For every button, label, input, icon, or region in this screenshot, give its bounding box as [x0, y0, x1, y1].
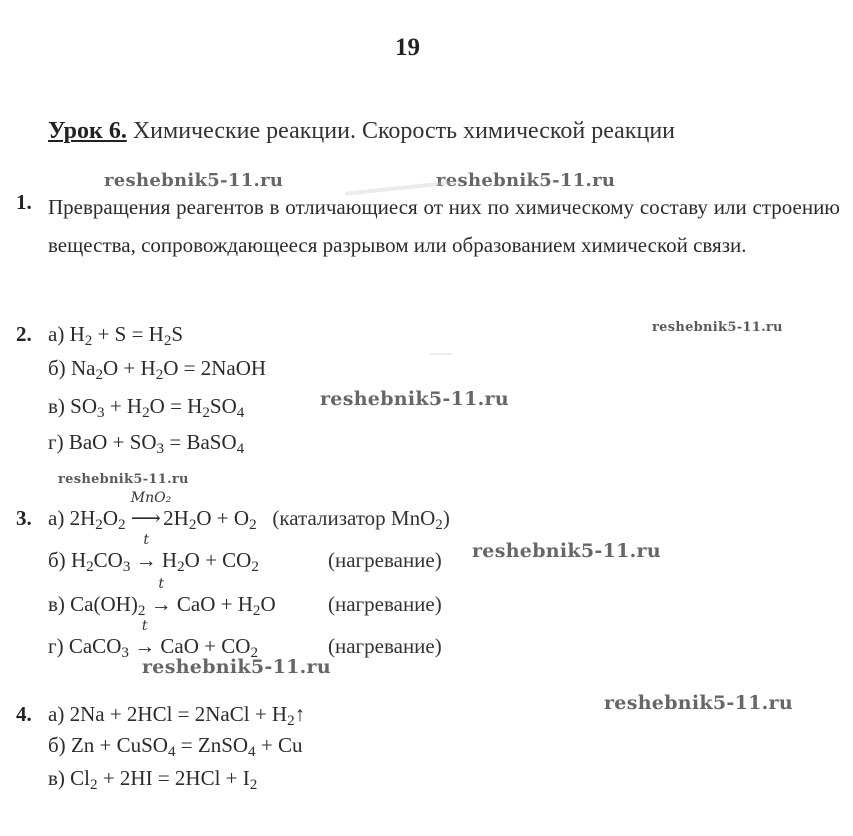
q3-equation-b: б) $H_2CO_3$ t → $H_2O + CO_2$ — [48, 532, 259, 575]
watermark: reshebnik5-11.ru — [436, 170, 616, 191]
reaction-condition: (нагревание) — [328, 548, 442, 572]
page-number: 19 — [395, 34, 420, 61]
scan-smudge — [430, 353, 452, 355]
q3-equation-a: а) $2H_2O_2$ MnO₂ ⟶ $2H_2O + O_2$ (катализатор MnO$_2$) — [48, 490, 450, 533]
q4-equation-c: в) $Cl_2 + 2HI = 2HCl + I_2$ — [48, 766, 258, 793]
question-1-answer: Превращения реагентов в отличающиеся от них по химическому составу или строению вещества, сопровождающееся разрывом или образованием химической связи. — [48, 195, 840, 257]
question-1-number: 1. — [16, 190, 32, 214]
watermark: reshebnik5-11.ru — [58, 472, 189, 487]
q3-equation-c: в) $Ca(OH)_2$ t → CaO + $H_2O$ — [48, 576, 276, 619]
q2-equation-a: а) $H_2 + S = H_2S$ — [48, 322, 184, 349]
lesson-title — [48, 118, 675, 145]
heat-arrow: t → — [135, 532, 157, 572]
reaction-condition: (нагревание) — [328, 634, 442, 658]
watermark: reshebnik5-11.ru — [104, 170, 284, 191]
q2-equation-c: в) $SO_3 + H_2O = H_2SO_4$ — [48, 394, 245, 421]
watermark: reshebnik5-11.ru — [604, 692, 793, 714]
question-3-number: 3. — [16, 506, 32, 530]
heat-arrow: t → — [134, 618, 156, 658]
lesson-topic: Химические реакции. Скорость химической реакции — [132, 118, 676, 144]
q4-equation-a: а) 2Na + 2HCl = 2NaCl + $H_2↑$ — [48, 702, 306, 729]
question-2-number: 2. — [16, 322, 32, 346]
watermark: reshebnik5-11.ru — [472, 540, 661, 562]
lesson-label: Урок 6. — [48, 118, 127, 144]
watermark: reshebnik5-11.ru — [320, 388, 509, 410]
question-4-number: 4. — [16, 702, 32, 726]
q2-equation-d: г) BaO + $SO_3$ = BaSO$_4$ — [48, 430, 245, 457]
reaction-condition: (катализатор MnO$_2$) — [272, 506, 450, 533]
watermark: reshebnik5-11.ru — [652, 320, 783, 335]
q3-equation-d: г) CaCO$_3$ t → CaO + $CO_2$ — [48, 618, 258, 661]
watermark: reshebnik5-11.ru — [142, 656, 331, 678]
q4-equation-b: б) Zn + CuSO$_4$ = ZnSO$_4$ + Cu — [48, 733, 303, 760]
q2-equation-b: б) $Na_2O + H_2O$ = 2NaOH — [48, 356, 267, 383]
catalyst-arrow: MnO₂ ⟶ — [130, 490, 172, 530]
heat-arrow: t → — [150, 576, 172, 616]
reaction-condition: (нагревание) — [328, 592, 442, 616]
